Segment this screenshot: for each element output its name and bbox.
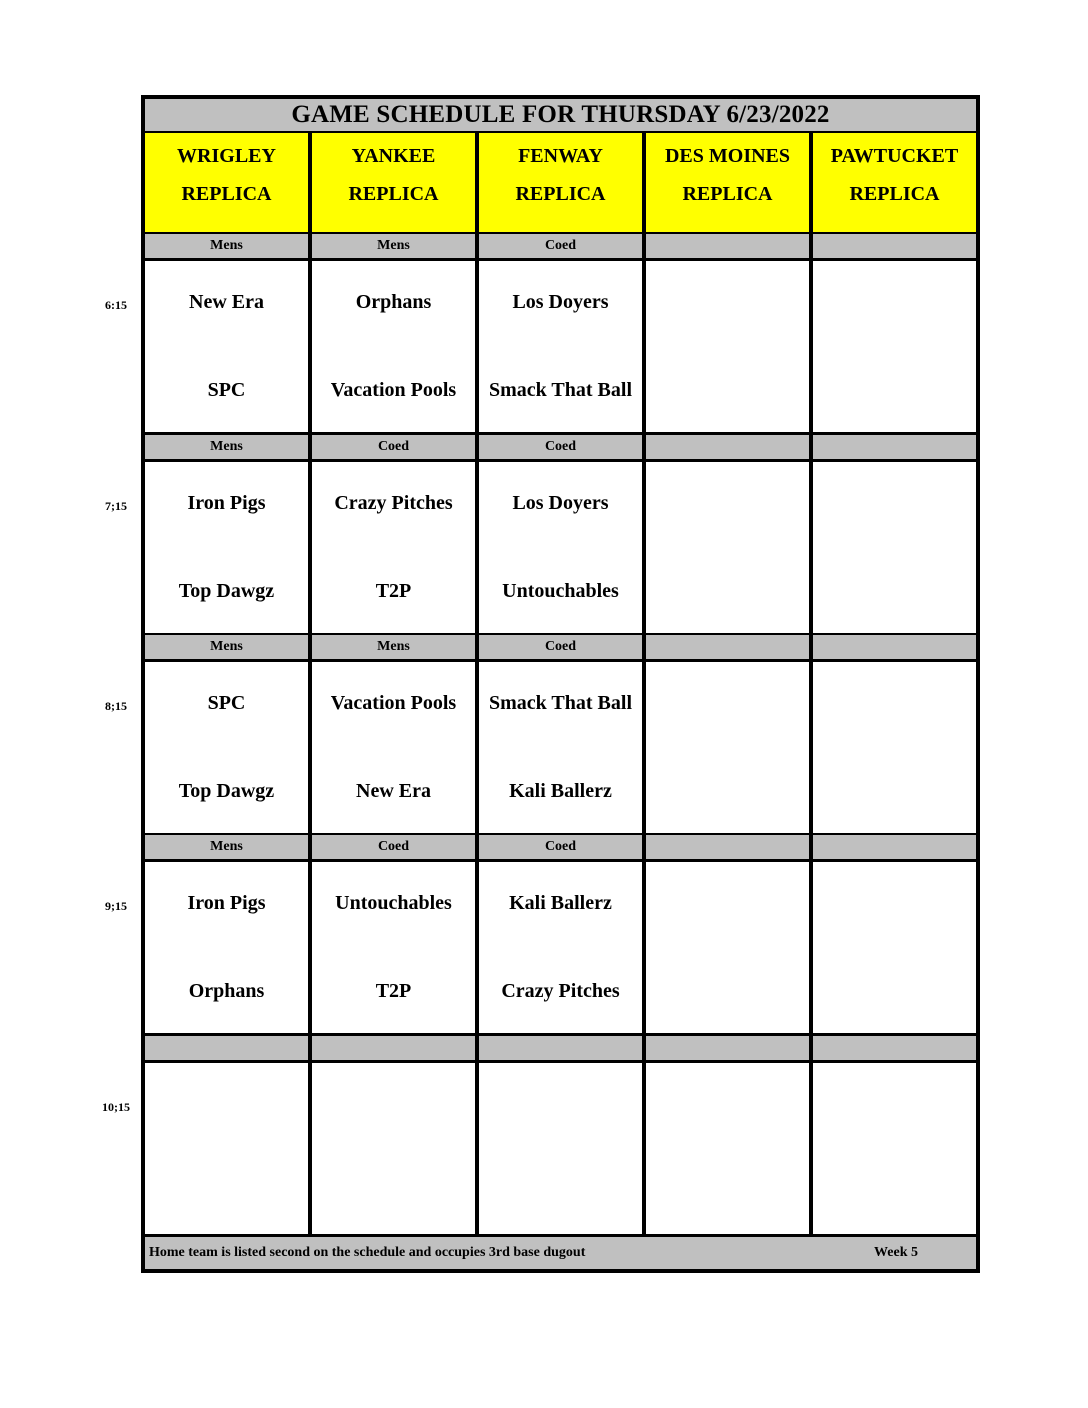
home-team: Kali Ballerz (509, 780, 612, 802)
home-team: T2P (375, 980, 412, 1002)
game-cell (479, 462, 642, 633)
game-cell (646, 261, 809, 432)
division-label: Coed (479, 435, 642, 459)
game-cell (312, 462, 475, 633)
game-cell (813, 862, 976, 1033)
division-label: Mens (145, 835, 308, 859)
time-label: 10;15 (102, 1100, 130, 1114)
division-label: Coed (312, 435, 475, 459)
field-subtitle: REPLICA (682, 183, 773, 205)
home-team: Vacation Pools (330, 379, 457, 401)
field-header (813, 133, 976, 232)
field-subtitle: REPLICA (849, 183, 940, 205)
division-label: Mens (312, 635, 475, 659)
time-label: 9;15 (105, 899, 127, 913)
field-subtitle: REPLICA (348, 183, 439, 205)
away-team: Iron Pigs (187, 892, 266, 914)
division-label: Mens (312, 234, 475, 258)
field-header (312, 133, 475, 232)
away-team: Los Doyers (512, 291, 609, 313)
division-label (813, 435, 976, 459)
field-name: FENWAY (518, 145, 603, 167)
home-team: Smack That Ball (489, 379, 632, 401)
game-cell (646, 1063, 809, 1234)
game-cell (145, 862, 308, 1033)
away-team: Iron Pigs (187, 492, 266, 514)
away-team: Los Doyers (512, 492, 609, 514)
division-label (813, 835, 976, 859)
home-team: T2P (375, 580, 412, 602)
away-team: Kali Ballerz (509, 892, 612, 914)
division-label: Mens (145, 635, 308, 659)
away-team: New Era (189, 291, 264, 313)
division-label (813, 635, 976, 659)
game-cell (312, 862, 475, 1033)
division-label: Coed (479, 234, 642, 258)
home-team: Orphans (188, 980, 265, 1002)
game-cell (145, 261, 308, 432)
time-label: 6:15 (105, 298, 127, 312)
schedule-title: GAME SCHEDULE FOR THURSDAY 6/23/2022 (145, 99, 976, 131)
division-label (646, 1036, 809, 1060)
time-label: 7;15 (105, 499, 127, 513)
schedule-footer (145, 1237, 976, 1269)
division-label (813, 1036, 976, 1060)
division-label (646, 435, 809, 459)
division-label: Coed (479, 835, 642, 859)
home-team-note: Home team is listed second on the schedule and occupies 3rd base dugout (149, 1245, 586, 1260)
game-cell (145, 462, 308, 633)
game-cell (312, 261, 475, 432)
game-cell (646, 862, 809, 1033)
game-cell (312, 662, 475, 833)
game-cell (646, 462, 809, 633)
game-cell (479, 662, 642, 833)
field-subtitle: REPLICA (181, 183, 272, 205)
game-cell (813, 662, 976, 833)
game-cell (813, 1063, 976, 1234)
division-label: Mens (145, 435, 308, 459)
division-label (813, 234, 976, 258)
away-team: Smack That Ball (489, 692, 632, 714)
away-team: Untouchables (335, 892, 452, 914)
game-cell (479, 261, 642, 432)
schedule-table (141, 95, 980, 1273)
game-cell (646, 662, 809, 833)
game-cell (813, 261, 976, 432)
away-team: Vacation Pools (330, 692, 457, 714)
away-team: Orphans (355, 291, 432, 313)
home-team: SPC (207, 379, 246, 401)
home-team: New Era (356, 780, 431, 802)
field-header (145, 133, 308, 232)
time-label: 8;15 (105, 699, 127, 713)
field-subtitle: REPLICA (515, 183, 606, 205)
division-label: Coed (479, 635, 642, 659)
field-name: DES MOINES (664, 145, 791, 167)
home-team: Top Dawgz (178, 580, 275, 602)
game-cell (312, 1063, 475, 1234)
division-label (646, 635, 809, 659)
game-cell (813, 462, 976, 633)
division-label (646, 835, 809, 859)
division-label (145, 1036, 308, 1060)
game-cell (479, 862, 642, 1033)
home-team: Top Dawgz (178, 780, 275, 802)
field-name: YANKEE (351, 145, 436, 167)
field-name: PAWTUCKET (830, 145, 959, 167)
home-team: Crazy Pitches (501, 980, 620, 1002)
division-label (479, 1036, 642, 1060)
field-header (646, 133, 809, 232)
game-cell (145, 662, 308, 833)
division-label (312, 1036, 475, 1060)
game-cell (145, 1063, 308, 1234)
home-team: Untouchables (502, 580, 619, 602)
division-label: Mens (145, 234, 308, 258)
away-team: SPC (207, 692, 246, 714)
field-name: WRIGLEY (177, 145, 276, 167)
away-team: Crazy Pitches (334, 492, 453, 514)
division-label (646, 234, 809, 258)
field-header (479, 133, 642, 232)
week-label: Week 5 (874, 1245, 918, 1260)
division-label: Coed (312, 835, 475, 859)
game-cell (479, 1063, 642, 1234)
